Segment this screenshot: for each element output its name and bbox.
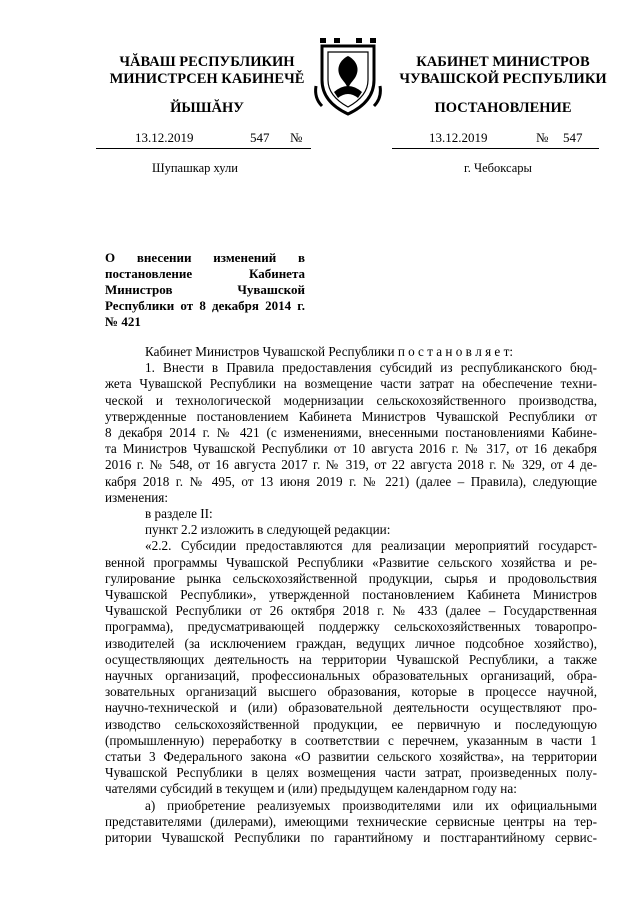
body-line: изменения:: [105, 489, 169, 505]
right-number-sign: №: [536, 130, 549, 145]
body-line: гулирование рынка сельскохозяйственной продукции, сырья и продовольствия: [105, 570, 597, 586]
body-line: зовательных организаций высшего образования, которые в процессе научной,: [105, 684, 597, 700]
body-line: ритории Чувашской Республики по гарантийному и постгарантийному сервис-: [105, 830, 597, 846]
body-line: 8 декабря 2014 г. № 421 (с изменениями, внесенными постановлениями Кабине-: [105, 425, 597, 441]
body-line: в разделе II:: [145, 506, 213, 522]
body-line: 2016 г. № 548, от 16 августа 2017 г. № 319, от 22 августа 2018 г. № 329, от 4 де-: [105, 457, 597, 473]
body-line: кабря 2018 г. № 495, от 13 июня 2019 г. № 221) (далее – Правила), следующие: [105, 473, 597, 489]
place-right: г. Чебоксары: [464, 161, 532, 175]
body-line: ческой и технологической модернизации сельскохозяйственного производства,: [105, 392, 597, 408]
place-left: Шупашкар хули: [152, 161, 238, 175]
body-line: Чувашской Республики в целях возмещения части затрат, произведенных полу-: [105, 765, 597, 781]
body-line: Кабинет Министров Чувашской Республики п о с т а н о в л я е т:: [145, 344, 514, 359]
header-right-line2: ЧУВАШСКОЙ РЕСПУБЛИКИ: [399, 71, 607, 87]
left-number: 547: [250, 130, 270, 145]
body-line: Чувашской Республики от 26 октября 2018 г. № 433 (далее – Государственная: [105, 603, 597, 619]
header-left: [96, 54, 318, 88]
body-line: чателями субсидий в текущем и (или) предыдущем календарном году на:: [105, 781, 517, 797]
body-line: утвержденные постановлением Кабинета Министров Чувашской Республики от: [105, 408, 597, 424]
doc-type-left: ЙЫШĂНУ: [170, 100, 244, 116]
left-date: 13.12.2019: [135, 130, 194, 145]
body-line: пункт 2.2 изложить в следующей редакции:: [145, 522, 391, 538]
body-line: изводство сельскохозяйственной продукции, ее первичную и последующую: [105, 716, 597, 732]
header-right-line1: КАБИНЕТ МИНИСТРОВ: [416, 54, 590, 70]
body-line: научных организаций, профессиональных образовательных организаций, обра-: [105, 668, 597, 684]
body-line: Чувашской Республики», утвержденной постановлением Кабинета Министров: [105, 587, 597, 603]
body-line: осуществляющих деятельность на территории Чувашской Республики, а также: [105, 651, 597, 667]
body-line: венной программы Чувашской Республики «Развитие сельского хозяйства и ре-: [105, 554, 597, 570]
right-date: 13.12.2019: [429, 130, 488, 145]
body-line: жета Чувашской Республики на возмещение части затрат на обеспечение техни-: [105, 376, 597, 392]
body-line: «2.2. Субсидии предоставляются для реализации мероприятий государст-: [145, 538, 597, 554]
doc-type-right: ПОСТАНОВЛЕНИЕ: [434, 100, 572, 116]
right-number: 547: [563, 130, 583, 145]
left-date-underline: [96, 148, 311, 149]
body-line: статьи 3 Федерального закона «О развитии сельского хозяйства», на территории: [105, 749, 597, 765]
body-line: 1. Внести в Правила предоставления субсидий из республиканского бюд-: [145, 360, 597, 376]
right-date-underline: [392, 148, 599, 149]
body-line: научно-технической и (или) образовательной деятельности осуществляют про-: [105, 700, 597, 716]
body-line: а) приобретение реализуемых производителями или их официальными: [145, 797, 597, 813]
header-left-line1: ЧĂВАШ РЕСПУБЛИКИН: [119, 54, 295, 70]
document-body: [105, 344, 597, 846]
body-line: (промышленную) переработку в соответствии с перечнем, указанным в части 1: [105, 732, 597, 748]
body-line: та Министров Чувашской Республики от 10 августа 2016 г. № 317, от 16 декабря: [105, 441, 597, 457]
header-left-line2: МИНИСТРСЕН КАБИНЕЧĚ: [109, 71, 305, 87]
body-line: программа), предусматривающей поддержку сельскохозяйственных товаропро-: [105, 619, 597, 635]
subject-title: О внесении изменений в постановление Кабинета Министров Чувашской Республики от 8 декабря 2014 г. № 421: [105, 250, 305, 329]
left-number-sign: №: [290, 130, 303, 145]
chuvashia-emblem-icon: [312, 36, 384, 118]
body-line: представителями (дилерами), имеющими технические сервисные центры на тер-: [105, 813, 597, 829]
body-line: изводителей (за исключением граждан, ведущих личное подсобное хозяйство),: [105, 635, 597, 651]
header-right: [392, 54, 614, 88]
